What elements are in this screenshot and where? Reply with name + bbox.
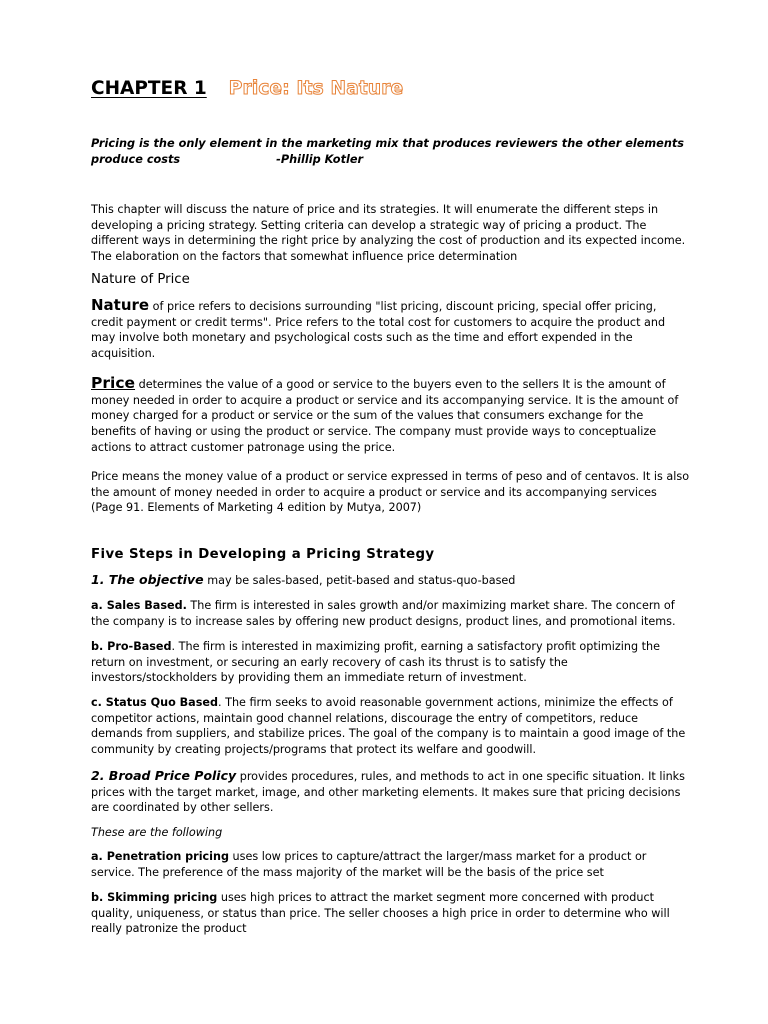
penetration-label: a. Penetration pricing [91, 850, 229, 863]
five-steps-heading: Five Steps in Developing a Pricing Strategy [91, 547, 435, 562]
price-text: determines the value of a good or service to the buyers even to the sellers It is the amount of money needed in order to acquire a product or service and its accompanying service. It is the amount of money charged for a product or service or the sum of the values that consumers exchange for the benefits of having or using the product or service. The company must provide ways to conceptualize actions to attract customer patronage using the price. [91, 378, 679, 454]
epigraph-quote [91, 136, 691, 168]
broad-price-policy-paragraph [91, 768, 691, 816]
pro-based-label: b. Pro-Based [91, 640, 172, 653]
chapter-title [91, 78, 403, 99]
skimming-text: uses high prices to attract the market segment more concerned with product quality, uniqueness, or status than price. The seller chooses a high price in order to determine who will really patronize the product [91, 891, 670, 936]
penetration-paragraph [91, 849, 691, 880]
broad-price-policy-text: provides procedures, rules, and methods to act in one specific situation. It links prices with the target market, image, and other marketing elements. It makes sure that pricing decisions are coordinated by other sellers. [91, 770, 685, 815]
price-lead: Price [91, 374, 136, 392]
quote-text: Pricing is the only element in the marketing mix that produces reviewers the other elements produce costs [91, 137, 684, 166]
broad-price-policy-label: 2. Broad Price Policy [91, 768, 237, 783]
quote-author: -Phillip Kotler [276, 153, 364, 166]
chapter-subtitle: Price: Its Nature [228, 78, 404, 99]
step-objective-text: may be sales-based, petit-based and status-quo-based [203, 574, 516, 587]
status-quo-label: c. Status Quo Based [91, 696, 218, 709]
step-objective [91, 572, 691, 589]
price-paragraph [91, 376, 691, 456]
intro-paragraph: This chapter will discuss the nature of price and its strategies. It will enumerate the different steps in developing a pricing strategy. Setting criteria can develop a strategic way of pricing a product. The different ways in determining the right price by analyzing the cost of production and its expected income. The elaboration on the factors that somewhat influence price determination [91, 203, 686, 264]
pro-based-paragraph [91, 639, 691, 686]
status-quo-text: . The firm seeks to avoid reasonable government actions, minimize the effects of competitor actions, maintain good channel relations, discourage the entry of competitors, reduce demands from suppliers, and stabilize prices. The goal of the company is to maintain a good image of the community by creating projects/programs that protect its welfare and goodwill. [91, 696, 686, 757]
skimming-paragraph [91, 890, 691, 937]
sales-based-label: a. Sales Based. [91, 599, 187, 612]
chapter-number: CHAPTER 1 [91, 78, 207, 99]
nature-paragraph [91, 298, 691, 362]
status-quo-paragraph [91, 695, 691, 758]
nature-heading: Nature of Price [91, 272, 190, 287]
step-objective-label: 1. The objective [91, 572, 204, 587]
nature-lead: Nature [91, 296, 150, 314]
pro-based-text: . The firm is interested in maximizing profit, earning a satisfactory profit optimizing the return on investment, or securing an early recovery of cash its thrust is to satisfy the investors/stockholders by providing them an immediate return of investment. [91, 640, 660, 685]
nature-text: of price refers to decisions surrounding "list pricing, discount pricing, special offer pricing, credit payment or credit terms". Price refers to the total cost for customers to acquire the product and may involve both monetary and psychological costs such as the time and effort expended in the acquisition. [91, 300, 666, 361]
sales-based-paragraph [91, 598, 691, 629]
following-label: These are the following [91, 826, 223, 839]
skimming-label: b. Skimming pricing [91, 891, 218, 904]
price-means-paragraph: Price means the money value of a product or service expressed in terms of peso and of centavos. It is also the amount of money needed in order to acquire a product or service and its accompanying services (Page 91. Elements of Marketing 4 edition by Mutya, 2007) [91, 470, 690, 515]
sales-based-text: The firm is interested in sales growth and/or maximizing market share. The concern of the company is to increase sales by offering new product designs, product lines, and promotional items. [91, 599, 676, 628]
penetration-text: uses low prices to capture/attract the larger/mass market for a product or service. The preference of the mass majority of the market will be the basis of the price set [91, 850, 647, 879]
